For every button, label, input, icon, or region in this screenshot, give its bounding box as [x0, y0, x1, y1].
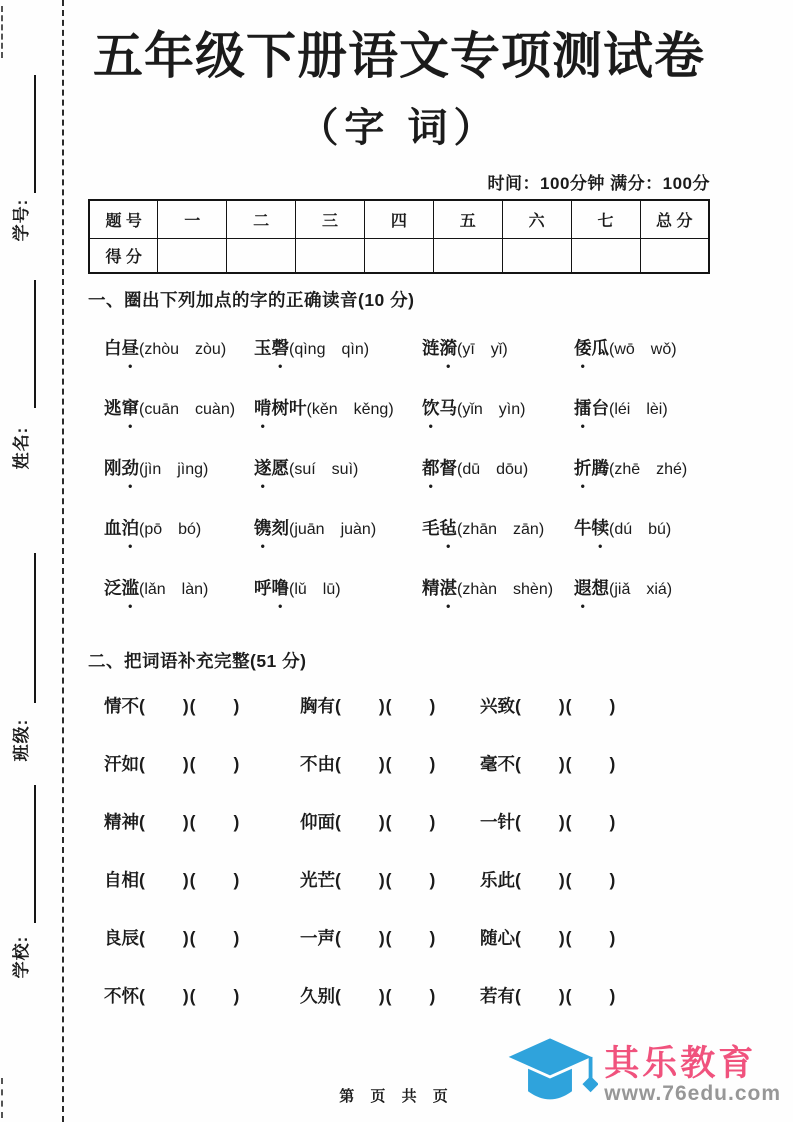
- time-score-info: 时间：100分钟 满分：100分: [487, 173, 710, 193]
- page-edge-mark: [1, 6, 3, 58]
- idiom-blank-item: [480, 983, 710, 1008]
- student-info-label: 姓名:: [12, 426, 31, 470]
- pinyin-options: (jiǎ xiá): [609, 581, 673, 598]
- answer-blanks: ( )( ): [335, 928, 437, 948]
- pinyin-options: (yī yǐ): [457, 341, 508, 358]
- binding-dashed-line: [62, 0, 64, 1122]
- pinyin-choice-item: [422, 515, 574, 540]
- publisher-logo: [502, 1034, 781, 1118]
- dotted-word: [104, 458, 139, 478]
- idiom-blank-item: [104, 925, 300, 950]
- dotted-word: [254, 518, 289, 538]
- idiom-blank-item: [300, 867, 480, 892]
- dotted-word: [422, 338, 457, 358]
- character: 叶: [289, 398, 307, 418]
- character: 涟: [422, 338, 440, 358]
- idiom-prefix: 仰面: [300, 812, 335, 832]
- idiom-blank-item: [300, 809, 480, 834]
- score-cell-empty: [227, 238, 296, 273]
- answer-blanks: ( )( ): [515, 812, 617, 832]
- dotted-word: [254, 458, 289, 478]
- pinyin-choice-item: [254, 335, 422, 360]
- pinyin-choice-item: [574, 335, 726, 360]
- dotted-character: 噜: [271, 578, 289, 598]
- character: 树: [271, 398, 289, 418]
- answer-blanks: ( )( ): [515, 870, 617, 890]
- section1-row: [88, 438, 710, 498]
- score-table: [88, 199, 710, 274]
- score-cell-empty: [296, 238, 365, 273]
- pinyin-options: (léi lèi): [609, 401, 668, 418]
- write-in-line: [34, 75, 36, 193]
- dotted-character: 漪: [439, 338, 457, 358]
- idiom-prefix: 汗如: [104, 754, 139, 774]
- pinyin-choice-item: [422, 335, 574, 360]
- dotted-character: 饮: [422, 398, 440, 418]
- pinyin-options: (juān juàn): [289, 521, 377, 538]
- character: 刚: [104, 458, 122, 478]
- dotted-character: 昼: [121, 338, 139, 358]
- dotted-word: [574, 458, 609, 478]
- pinyin-choice-item: [574, 455, 726, 480]
- character: 泛: [104, 578, 122, 598]
- pinyin-choice-item: [254, 395, 422, 420]
- pinyin-options: (jìn jìng): [139, 461, 209, 478]
- dotted-character: 犊: [591, 518, 609, 538]
- section2-row: [88, 967, 710, 1025]
- idiom-prefix: 兴致: [480, 696, 515, 716]
- score-table-header-cell: 三: [296, 200, 365, 239]
- dotted-word: [422, 518, 457, 538]
- paper-main: [88, 0, 710, 1025]
- pinyin-options: (dú bú): [609, 521, 672, 538]
- idiom-prefix: 自相: [104, 870, 139, 890]
- dotted-character: 遂: [254, 458, 272, 478]
- idiom-blank-item: [480, 867, 710, 892]
- score-table-header-cell: 一: [158, 200, 227, 239]
- student-info-label: 学号:: [12, 198, 31, 242]
- answer-blanks: ( )( ): [139, 986, 241, 1006]
- score-table-header-cell: 五: [433, 200, 502, 239]
- idiom-prefix: 一声: [300, 928, 335, 948]
- answer-blanks: ( )( ): [335, 870, 437, 890]
- section2-row: [88, 677, 710, 735]
- section2-heading: 二、把词语补充完整(51 分): [88, 650, 307, 671]
- idiom-prefix: 乐此: [480, 870, 515, 890]
- pinyin-options: (suí suì): [289, 461, 359, 478]
- idiom-blank-item: [104, 867, 300, 892]
- idiom-prefix: 光芒: [300, 870, 335, 890]
- score-row-label: 得 分: [89, 238, 158, 273]
- pinyin-options: (pō bó): [139, 521, 202, 538]
- idiom-blank-item: [104, 983, 300, 1008]
- paper-title: 五年级下册语文专项测试卷: [93, 28, 705, 84]
- pinyin-choice-item: [104, 395, 254, 420]
- pinyin-options: (wō wǒ): [609, 341, 677, 358]
- pinyin-options: (qìng qìn): [289, 341, 370, 358]
- section1-row: [88, 558, 710, 618]
- character: 血: [104, 518, 122, 538]
- dotted-word: [574, 398, 609, 418]
- idiom-blank-item: [480, 693, 710, 718]
- idiom-prefix: 精神: [104, 812, 139, 832]
- answer-blanks: ( )( ): [515, 986, 617, 1006]
- section2-row: [88, 735, 710, 793]
- answer-blanks: ( )( ): [335, 812, 437, 832]
- paper-subtitle: （字 词）: [298, 105, 500, 150]
- character: 愿: [271, 458, 289, 478]
- idiom-prefix: 毫不: [480, 754, 515, 774]
- answer-blanks: ( )( ): [139, 928, 241, 948]
- idiom-prefix: 若有: [480, 986, 515, 1006]
- idiom-prefix: 随心: [480, 928, 515, 948]
- brand-name: 其乐教育: [604, 1043, 757, 1083]
- dotted-character: 窜: [121, 398, 139, 418]
- page-number-text: 第 页 共 页: [339, 1088, 454, 1105]
- pinyin-options: (lǔ lū): [289, 581, 341, 598]
- pinyin-options: (lǎn làn): [139, 581, 209, 598]
- character: 精: [422, 578, 440, 598]
- idiom-prefix: 不怀: [104, 986, 139, 1006]
- character: 瓜: [591, 338, 609, 358]
- character: 马: [439, 398, 457, 418]
- pinyin-choice-item: [254, 515, 422, 540]
- pinyin-choice-item: [254, 455, 422, 480]
- score-cell-empty: [158, 238, 227, 273]
- pinyin-choice-item: [574, 515, 726, 540]
- score-cell-empty: [640, 238, 709, 273]
- brand-url: www.76edu.com: [604, 1082, 781, 1106]
- dotted-character: 擂: [574, 398, 592, 418]
- answer-blanks: ( )( ): [335, 754, 437, 774]
- score-cell-empty: [571, 238, 640, 273]
- dotted-word: [104, 338, 139, 358]
- section1-row: [88, 378, 710, 438]
- idiom-prefix: 久别: [300, 986, 335, 1006]
- idiom-prefix: 不由: [300, 754, 335, 774]
- student-info-label: 学校:: [12, 935, 31, 979]
- dotted-character: 都: [422, 458, 440, 478]
- dotted-character: 倭: [574, 338, 592, 358]
- write-in-line: [34, 785, 36, 923]
- score-table-header-row: [89, 200, 709, 239]
- pinyin-options: (zhàn shèn): [457, 581, 554, 598]
- pinyin-options: (yǐn yìn): [457, 401, 526, 418]
- character: 逃: [104, 398, 122, 418]
- answer-blanks: ( )( ): [515, 928, 617, 948]
- dotted-character: 滥: [121, 578, 139, 598]
- dotted-character: 湛: [439, 578, 457, 598]
- score-table-header-cell: 七: [571, 200, 640, 239]
- answer-blanks: ( )( ): [139, 696, 241, 716]
- pinyin-choice-item: [574, 395, 726, 420]
- pinyin-choice-item: [574, 575, 726, 600]
- dotted-character: 泊: [121, 518, 139, 538]
- dotted-character: 毡: [439, 518, 457, 538]
- section2-items: [88, 677, 710, 1025]
- pinyin-options: (kěn kěng): [306, 401, 394, 418]
- idiom-prefix: 胸有: [300, 696, 335, 716]
- pinyin-choice-item: [104, 335, 254, 360]
- dotted-word: [254, 338, 289, 358]
- section1-items: [88, 318, 710, 618]
- dotted-word: [422, 458, 457, 478]
- dotted-character: 劲: [121, 458, 139, 478]
- dotted-word: [104, 398, 139, 418]
- pinyin-options: (zhān zān): [457, 521, 545, 538]
- idiom-blank-item: [480, 751, 710, 776]
- dotted-word: [254, 578, 289, 598]
- score-cell-empty: [433, 238, 502, 273]
- write-in-line: [34, 280, 36, 408]
- score-table-score-row: [89, 238, 709, 273]
- pinyin-options: (zhē zhé): [609, 461, 688, 478]
- pinyin-choice-item: [104, 515, 254, 540]
- score-table-label: 题 号: [89, 200, 158, 239]
- pinyin-choice-item: [104, 455, 254, 480]
- pinyin-choice-item: [422, 575, 574, 600]
- character: 台: [591, 398, 609, 418]
- graduation-cap-icon: [502, 1034, 598, 1118]
- character: 玉: [254, 338, 272, 358]
- dotted-word: [422, 398, 457, 418]
- character: 腾: [591, 458, 609, 478]
- dotted-character: 折: [574, 458, 592, 478]
- character: 督: [439, 458, 457, 478]
- section2-row: [88, 851, 710, 909]
- idiom-blank-item: [104, 751, 300, 776]
- section2-row: [88, 909, 710, 967]
- dotted-word: [574, 518, 609, 538]
- pinyin-options: (zhòu zòu): [139, 341, 227, 358]
- logo-text: [604, 1043, 781, 1107]
- dotted-word: [574, 578, 609, 598]
- idiom-blank-item: [480, 925, 710, 950]
- dotted-word: [422, 578, 457, 598]
- character: 想: [591, 578, 609, 598]
- answer-blanks: ( )( ): [515, 754, 617, 774]
- section1-heading: 一、圈出下列加点的字的正确读音(10 分): [88, 289, 415, 310]
- dotted-word: [574, 338, 609, 358]
- score-cell-empty: [365, 238, 434, 273]
- dotted-character: 磬: [271, 338, 289, 358]
- idiom-prefix: 一针: [480, 812, 515, 832]
- idiom-blank-item: [300, 925, 480, 950]
- idiom-blank-item: [300, 693, 480, 718]
- answer-blanks: ( )( ): [139, 870, 241, 890]
- character: 刻: [271, 518, 289, 538]
- score-table-header-cell: 四: [365, 200, 434, 239]
- student-info-label: 班级:: [12, 718, 31, 762]
- score-table-header-cell: 六: [502, 200, 571, 239]
- idiom-blank-item: [104, 693, 300, 718]
- dotted-word: [104, 518, 139, 538]
- pinyin-choice-item: [104, 575, 254, 600]
- answer-blanks: ( )( ): [139, 754, 241, 774]
- idiom-blank-item: [300, 751, 480, 776]
- character: 白: [104, 338, 122, 358]
- write-in-line: [34, 553, 36, 703]
- pinyin-choice-item: [254, 575, 422, 600]
- answer-blanks: ( )( ): [335, 986, 437, 1006]
- idiom-prefix: 情不: [104, 696, 139, 716]
- character: 呼: [254, 578, 272, 598]
- section1-row: [88, 498, 710, 558]
- section1-row: [88, 318, 710, 378]
- score-cell-empty: [502, 238, 571, 273]
- idiom-blank-item: [480, 809, 710, 834]
- score-table-header-cell: 二: [227, 200, 296, 239]
- dotted-word: [254, 398, 307, 418]
- answer-blanks: ( )( ): [139, 812, 241, 832]
- score-table-header-cell: 总 分: [640, 200, 709, 239]
- answer-blanks: ( )( ): [515, 696, 617, 716]
- character: 毛: [422, 518, 440, 538]
- idiom-blank-item: [104, 809, 300, 834]
- character: 牛: [574, 518, 592, 538]
- section2-row: [88, 793, 710, 851]
- idiom-prefix: 良辰: [104, 928, 139, 948]
- dotted-character: 啃: [254, 398, 272, 418]
- idiom-blank-item: [300, 983, 480, 1008]
- pinyin-options: (cuān cuàn): [139, 401, 236, 418]
- pinyin-options: (dū dōu): [457, 461, 529, 478]
- pinyin-choice-item: [422, 395, 574, 420]
- answer-blanks: ( )( ): [335, 696, 437, 716]
- dotted-word: [104, 578, 139, 598]
- dotted-character: 遐: [574, 578, 592, 598]
- pinyin-choice-item: [422, 455, 574, 480]
- dotted-character: 镌: [254, 518, 272, 538]
